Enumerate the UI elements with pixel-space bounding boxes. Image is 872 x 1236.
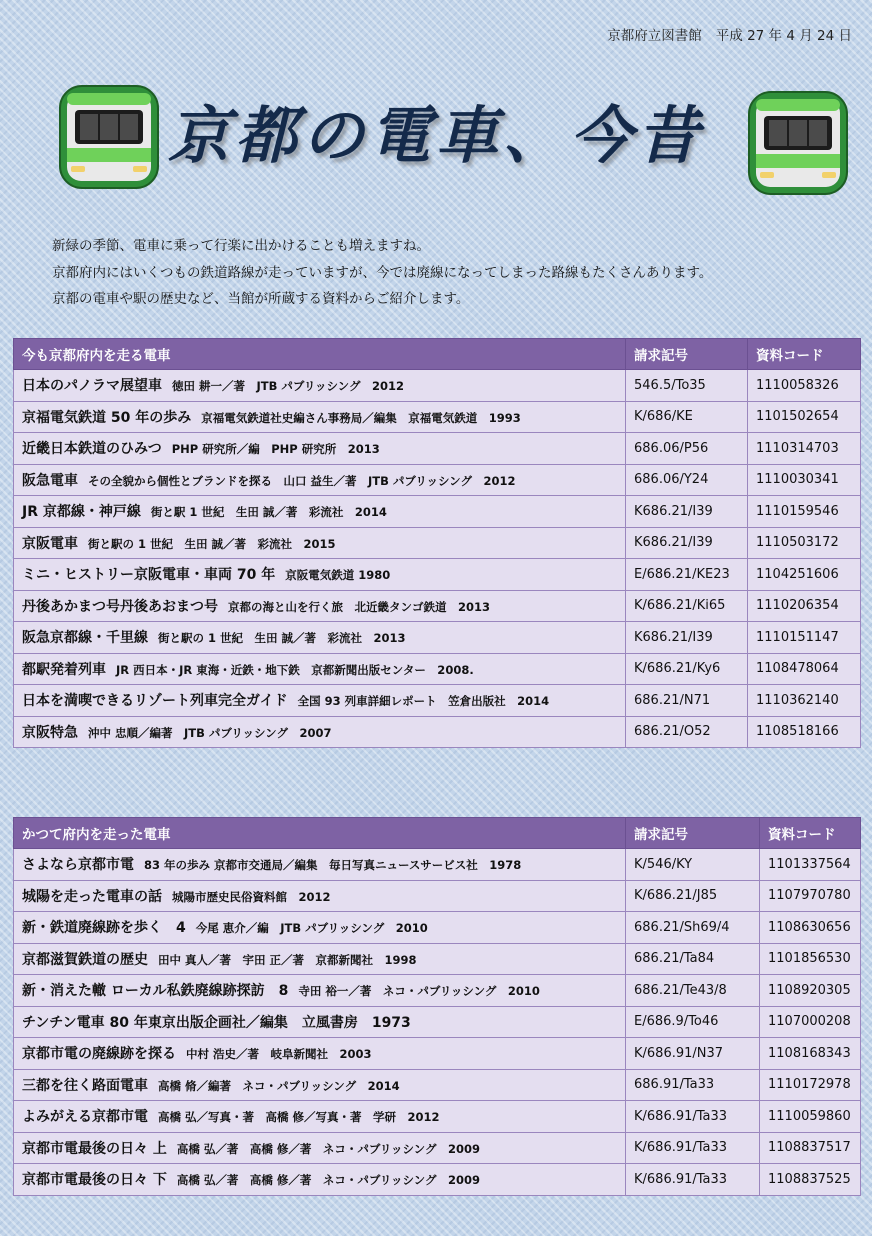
material-code: 1101856530 — [760, 943, 861, 975]
book-info: 高橋 弘／著 高橋 修／著 ネコ・パブリッシング 2009 — [176, 1173, 480, 1188]
book-cell — [14, 653, 626, 685]
material-code: 1104251606 — [748, 559, 861, 591]
book-title: ミニ・ヒストリー京阪電車・車両 70 年 — [22, 567, 276, 584]
table-row — [14, 590, 861, 622]
book-info: 徳田 耕一／著 JTB パブリッシング 2012 — [172, 379, 404, 394]
book-title: 京都市電最後の日々 下 — [22, 1172, 167, 1189]
call-number: K/686.91/Ta33 — [626, 1132, 760, 1164]
intro-line: 京都の電車や駅の歴史など、当館が所蔵する資料からご紹介します。 — [52, 291, 470, 307]
call-number: K686.21/I39 — [626, 622, 748, 654]
book-cell — [14, 1069, 626, 1101]
book-info: 田中 真人／著 宇田 正／著 京都新聞社 1998 — [158, 952, 417, 967]
material-code: 1108630656 — [760, 912, 861, 944]
call-number: K/686.21/Ki65 — [626, 590, 748, 622]
material-code: 1108837525 — [760, 1164, 861, 1196]
call-number: K/686.21/Ky6 — [626, 653, 748, 685]
table-row — [14, 464, 861, 496]
book-info: 街と駅の 1 世紀 生田 誠／著 彩流社 2015 — [88, 536, 336, 551]
book-cell — [14, 590, 626, 622]
book-info: 街と駅の 1 世紀 生田 誠／著 彩流社 2013 — [158, 631, 406, 646]
book-title: 都駅発着列車 — [22, 661, 106, 678]
call-number: K/686.91/Ta33 — [626, 1164, 760, 1196]
past-trains-table — [13, 817, 861, 1196]
book-title: チンチン電車 80 年東京出版企画社／編集 立風書房 1973 — [22, 1014, 411, 1031]
table-row — [14, 496, 861, 528]
book-info: 高橋 弘／著 高橋 修／著 ネコ・パブリッシング 2009 — [176, 1141, 480, 1156]
call-number: 686.21/Sh69/4 — [626, 912, 760, 944]
table-row — [14, 1164, 861, 1196]
table-row — [14, 1069, 861, 1101]
intro-line: 京都府内にはいくつもの鉄道路線が走っていますが、今では廃線になってしまった路線もたくさんあります。 — [52, 264, 713, 281]
table-row — [14, 1038, 861, 1070]
table-row — [14, 653, 861, 685]
call-number: K686.21/I39 — [626, 496, 748, 528]
material-code: 1107970780 — [760, 880, 861, 912]
current-trains-table — [13, 338, 861, 748]
table-row — [14, 912, 861, 944]
book-title: 城陽を走った電車の話 — [22, 888, 162, 905]
library-name: 京都府立図書館 — [607, 28, 702, 44]
call-number: 686.21/Te43/8 — [626, 975, 760, 1007]
material-code: 1107000208 — [760, 1006, 861, 1038]
book-cell — [14, 943, 626, 975]
book-cell — [14, 496, 626, 528]
material-code: 1108518166 — [748, 716, 861, 748]
material-code: 1108168343 — [760, 1038, 861, 1070]
table-row — [14, 527, 861, 559]
book-cell — [14, 685, 626, 717]
book-cell — [14, 1038, 626, 1070]
book-info: 寺田 裕一／著 ネコ・パブリッシング 2010 — [298, 984, 540, 999]
book-cell — [14, 527, 626, 559]
book-cell — [14, 975, 626, 1007]
book-cell — [14, 1006, 626, 1038]
book-title: 京都市電最後の日々 上 — [22, 1140, 167, 1157]
material-code: 1110151147 — [748, 622, 861, 654]
material-code: 1108478064 — [748, 653, 861, 685]
book-title: 新・消えた轍 ローカル私鉄廃線跡探訪 8 — [22, 983, 289, 1000]
book-info: その全貌から個性とブランドを探る 山口 益生／著 JTB パブリッシング 2012 — [88, 473, 516, 488]
book-info: 京福電気鉄道社史編さん事務局／編集 京福電気鉄道 1993 — [201, 410, 521, 425]
book-cell — [14, 370, 626, 402]
book-info: JR 西日本・JR 東海・近鉄・地下鉄 京都新聞出版センター 2008. — [116, 662, 474, 677]
book-title: 京都市電の廃線跡を探る — [22, 1046, 176, 1063]
material-code: 1110172978 — [760, 1069, 861, 1101]
call-number: K/686.91/N37 — [626, 1038, 760, 1070]
book-info: 全国 93 列車詳細レポート 笠倉出版社 2014 — [297, 694, 550, 709]
table-row — [14, 370, 861, 402]
header-date-line — [607, 24, 852, 44]
book-title: 日本を満喫できるリゾート列車完全ガイド — [22, 693, 288, 710]
table-row — [14, 1006, 861, 1038]
material-code: 1101337564 — [760, 849, 861, 881]
book-cell — [14, 716, 626, 748]
table-row — [14, 716, 861, 748]
book-title: 丹後あかまつ号丹後あおまつ号 — [22, 598, 218, 615]
material-code: 1110503172 — [748, 527, 861, 559]
book-title: 日本のパノラマ展望車 — [22, 378, 162, 395]
book-cell — [14, 401, 626, 433]
call-number: 686.21/N71 — [626, 685, 748, 717]
book-info: 高橋 脩／編著 ネコ・パブリッシング 2014 — [158, 1078, 400, 1093]
material-code: 1110314703 — [748, 433, 861, 465]
material-code: 1110059860 — [760, 1101, 861, 1133]
book-title: 京阪特急 — [22, 724, 78, 741]
material-code-header: 資料コード — [760, 818, 861, 849]
book-title: さよなら京都市電 — [22, 857, 134, 874]
book-info: 京阪電気鉄道 1980 — [285, 568, 391, 583]
book-info: 高橋 弘／写真・著 高橋 修／写真・著 学研 2012 — [158, 1110, 440, 1125]
book-cell — [14, 912, 626, 944]
call-number: 686.06/Y24 — [626, 464, 748, 496]
book-title: 阪急京都線・千里線 — [22, 630, 148, 647]
table-row — [14, 943, 861, 975]
call-number: K686.21/I39 — [626, 527, 748, 559]
train-icon — [746, 90, 850, 196]
intro-line: 新緑の季節、電車に乗って行楽に出かけることも増えますね。 — [52, 238, 430, 254]
table-row — [14, 975, 861, 1007]
book-info: 今尾 恵介／編 JTB パブリッシング 2010 — [195, 921, 428, 936]
material-code: 1110030341 — [748, 464, 861, 496]
book-info: 中村 浩史／著 岐阜新聞社 2003 — [186, 1047, 372, 1062]
table-row — [14, 401, 861, 433]
book-cell — [14, 849, 626, 881]
call-number: K/686/KE — [626, 401, 748, 433]
book-title: 新・鉄道廃線跡を歩く 4 — [22, 920, 186, 937]
table-row — [14, 880, 861, 912]
table-row — [14, 622, 861, 654]
book-title: 京阪電車 — [22, 535, 78, 552]
table-header-row — [14, 339, 861, 370]
book-cell — [14, 1101, 626, 1133]
table-row — [14, 685, 861, 717]
book-info: 83 年の歩み 京都市交通局／編集 毎日写真ニュースサービス社 1978 — [144, 858, 522, 873]
call-number-header: 請求記号 — [626, 818, 760, 849]
material-code: 1108920305 — [760, 975, 861, 1007]
book-info: 沖中 忠順／編著 JTB パブリッシング 2007 — [88, 725, 332, 740]
call-number: K/546/KY — [626, 849, 760, 881]
intro-text — [52, 233, 842, 313]
book-cell — [14, 622, 626, 654]
call-number-header: 請求記号 — [626, 339, 748, 370]
book-cell — [14, 1132, 626, 1164]
book-title: 京福電気鉄道 50 年の歩み — [22, 409, 192, 426]
book-info: PHP 研究所／編 PHP 研究所 2013 — [171, 442, 380, 457]
book-title: 京都滋賀鉄道の歴史 — [22, 951, 148, 968]
book-cell — [14, 559, 626, 591]
call-number: 686.06/P56 — [626, 433, 748, 465]
book-info: 京都の海と山を行く旅 北近畿タンゴ鉄道 2013 — [228, 599, 491, 614]
material-code: 1110362140 — [748, 685, 861, 717]
material-code: 1108837517 — [760, 1132, 861, 1164]
train-icon — [57, 84, 161, 190]
table-row — [14, 1132, 861, 1164]
section-heading: 今も京都府内を走る電車 — [14, 339, 626, 370]
book-cell — [14, 1164, 626, 1196]
book-title: よみがえる京都市電 — [22, 1109, 148, 1126]
issue-date: 平成 27 年 4 月 24 日 — [715, 28, 852, 44]
section-heading: かつて府内を走った電車 — [14, 818, 626, 849]
book-cell — [14, 464, 626, 496]
call-number: K/686.91/Ta33 — [626, 1101, 760, 1133]
book-info: 街と駅 1 世紀 生田 誠／著 彩流社 2014 — [150, 505, 387, 520]
book-title: JR 京都線・神戸線 — [22, 504, 141, 521]
call-number: K/686.21/J85 — [626, 880, 760, 912]
table-row — [14, 1101, 861, 1133]
material-code: 1110206354 — [748, 590, 861, 622]
call-number: 546.5/To35 — [626, 370, 748, 402]
material-code: 1110159546 — [748, 496, 861, 528]
table-header-row — [14, 818, 861, 849]
book-cell — [14, 880, 626, 912]
call-number: 686.91/Ta33 — [626, 1069, 760, 1101]
book-title: 阪急電車 — [22, 472, 78, 489]
book-info: 城陽市歴史民俗資料館 2012 — [172, 889, 331, 904]
material-code: 1110058326 — [748, 370, 861, 402]
call-number: 686.21/Ta84 — [626, 943, 760, 975]
call-number: 686.21/O52 — [626, 716, 748, 748]
table-row — [14, 849, 861, 881]
call-number: E/686.9/To46 — [626, 1006, 760, 1038]
material-code-header: 資料コード — [748, 339, 861, 370]
material-code: 1101502654 — [748, 401, 861, 433]
page-title: 京都の電車、今昔 — [167, 99, 704, 172]
book-title: 三都を往く路面電車 — [22, 1077, 148, 1094]
book-cell — [14, 433, 626, 465]
table-row — [14, 559, 861, 591]
table-row — [14, 433, 861, 465]
call-number: E/686.21/KE23 — [626, 559, 748, 591]
book-title: 近畿日本鉄道のひみつ — [22, 441, 162, 458]
